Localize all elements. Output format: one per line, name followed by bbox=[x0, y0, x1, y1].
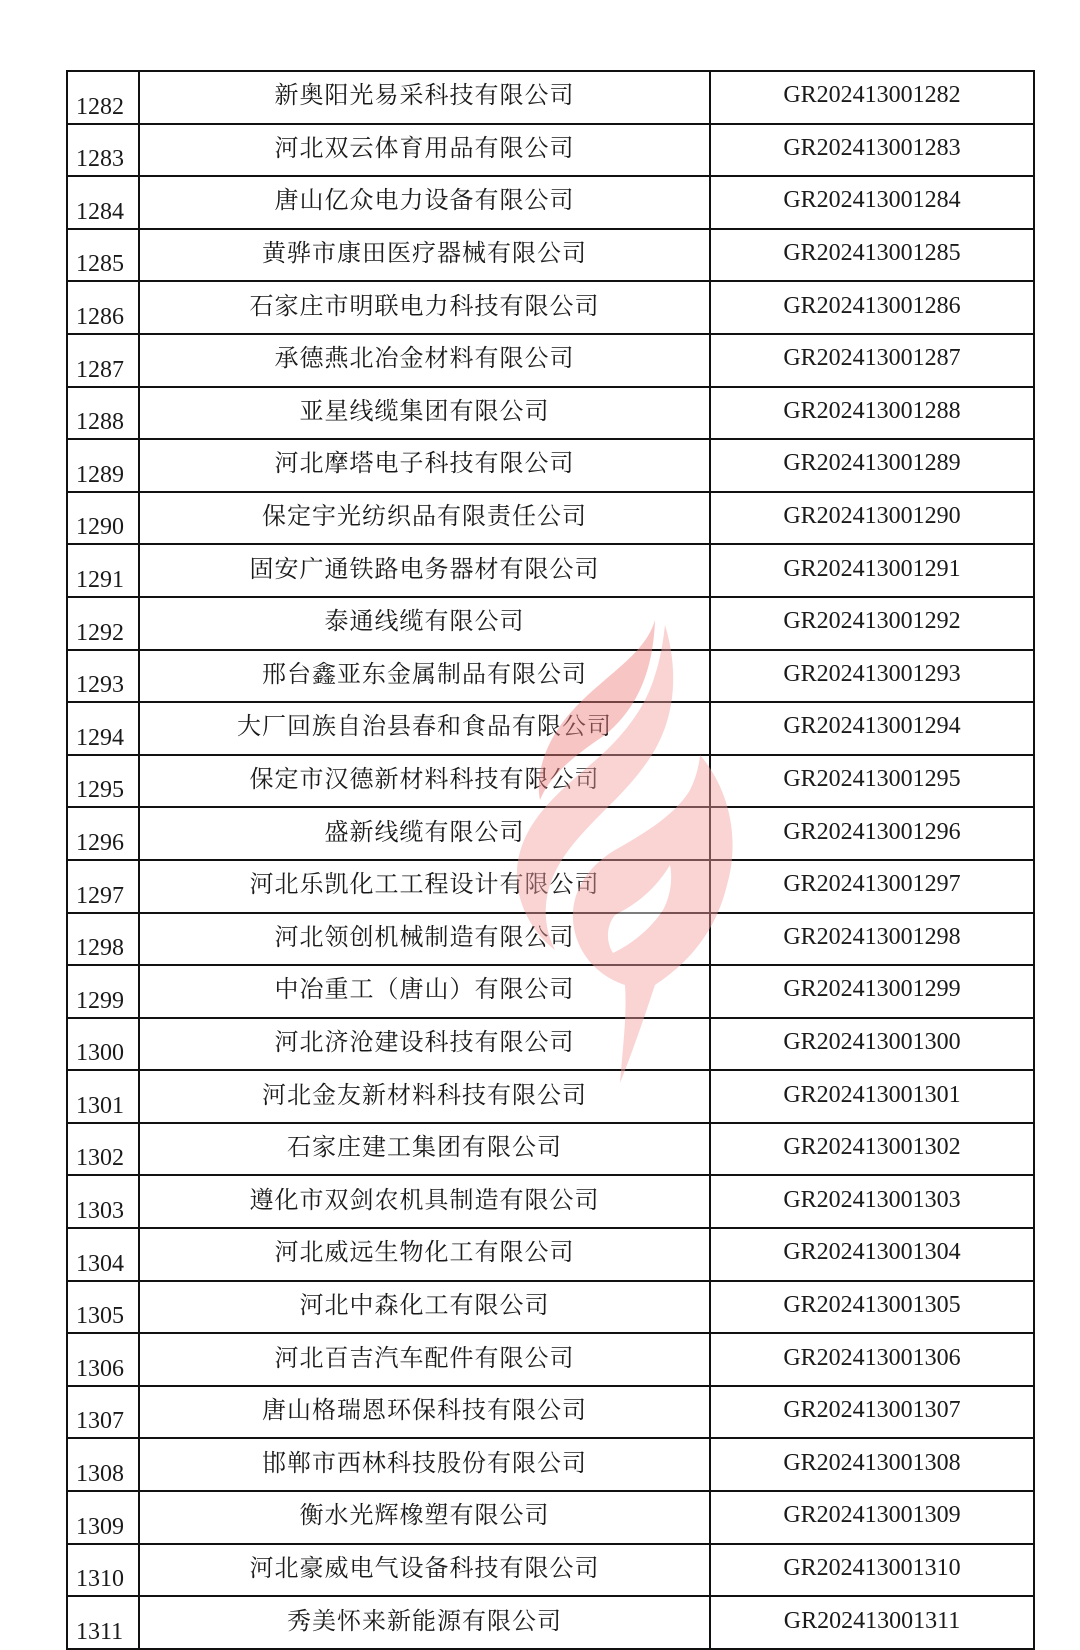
certificate-code: GR202413001310 bbox=[710, 1544, 1034, 1597]
company-name: 邢台鑫亚东金属制品有限公司 bbox=[139, 650, 710, 703]
certificate-code: GR202413001304 bbox=[710, 1228, 1034, 1281]
certificate-code: GR202413001305 bbox=[710, 1281, 1034, 1334]
table-row bbox=[67, 334, 1034, 387]
row-number: 1291 bbox=[67, 544, 139, 597]
table-row bbox=[67, 229, 1034, 282]
certificate-code: GR202413001297 bbox=[710, 860, 1034, 913]
table-row bbox=[67, 807, 1034, 860]
company-name: 亚星线缆集团有限公司 bbox=[139, 387, 710, 440]
table-row bbox=[67, 755, 1034, 808]
row-number: 1296 bbox=[67, 807, 139, 860]
company-name: 衡水光辉橡塑有限公司 bbox=[139, 1491, 710, 1544]
row-number: 1293 bbox=[67, 650, 139, 703]
table-row bbox=[67, 965, 1034, 1018]
table-row bbox=[67, 1175, 1034, 1228]
row-number: 1297 bbox=[67, 860, 139, 913]
company-name: 中冶重工（唐山）有限公司 bbox=[139, 965, 710, 1018]
company-name: 河北领创机械制造有限公司 bbox=[139, 913, 710, 966]
row-number: 1299 bbox=[67, 965, 139, 1018]
row-number: 1295 bbox=[67, 755, 139, 808]
row-number: 1284 bbox=[67, 176, 139, 229]
table-row bbox=[67, 702, 1034, 755]
row-number: 1309 bbox=[67, 1491, 139, 1544]
certificate-code: GR202413001285 bbox=[710, 229, 1034, 282]
company-name: 河北威远生物化工有限公司 bbox=[139, 1228, 710, 1281]
company-name: 石家庄建工集团有限公司 bbox=[139, 1123, 710, 1176]
row-number: 1283 bbox=[67, 124, 139, 177]
certificate-code: GR202413001288 bbox=[710, 387, 1034, 440]
table-row bbox=[67, 176, 1034, 229]
row-number: 1303 bbox=[67, 1175, 139, 1228]
row-number: 1287 bbox=[67, 334, 139, 387]
certificate-code: GR202413001294 bbox=[710, 702, 1034, 755]
company-name: 河北金友新材料科技有限公司 bbox=[139, 1070, 710, 1123]
certificate-code: GR202413001295 bbox=[710, 755, 1034, 808]
row-number: 1301 bbox=[67, 1070, 139, 1123]
table-body bbox=[67, 71, 1034, 1649]
certificate-code: GR202413001308 bbox=[710, 1438, 1034, 1491]
company-name: 河北豪威电气设备科技有限公司 bbox=[139, 1544, 710, 1597]
row-number: 1305 bbox=[67, 1281, 139, 1334]
company-name: 承德燕北冶金材料有限公司 bbox=[139, 334, 710, 387]
certificate-code: GR202413001282 bbox=[710, 71, 1034, 124]
table-row bbox=[67, 1070, 1034, 1123]
certificate-code: GR202413001292 bbox=[710, 597, 1034, 650]
certificate-code: GR202413001307 bbox=[710, 1386, 1034, 1439]
company-name: 河北双云体育用品有限公司 bbox=[139, 124, 710, 177]
row-number: 1292 bbox=[67, 597, 139, 650]
row-number: 1308 bbox=[67, 1438, 139, 1491]
table-row bbox=[67, 913, 1034, 966]
certificate-code: GR202413001286 bbox=[710, 281, 1034, 334]
certificate-code: GR202413001301 bbox=[710, 1070, 1034, 1123]
row-number: 1307 bbox=[67, 1386, 139, 1439]
certificate-code: GR202413001283 bbox=[710, 124, 1034, 177]
table-row bbox=[67, 544, 1034, 597]
certificate-code: GR202413001296 bbox=[710, 807, 1034, 860]
certificate-code: GR202413001306 bbox=[710, 1333, 1034, 1386]
certificate-code: GR202413001298 bbox=[710, 913, 1034, 966]
row-number: 1289 bbox=[67, 439, 139, 492]
row-number: 1302 bbox=[67, 1123, 139, 1176]
company-name: 河北中森化工有限公司 bbox=[139, 1281, 710, 1334]
certificate-code: GR202413001291 bbox=[710, 544, 1034, 597]
certificate-code: GR202413001300 bbox=[710, 1018, 1034, 1071]
table-row bbox=[67, 1228, 1034, 1281]
row-number: 1294 bbox=[67, 702, 139, 755]
table-row bbox=[67, 439, 1034, 492]
company-name: 秀美怀来新能源有限公司 bbox=[139, 1596, 710, 1649]
company-name: 泰通线缆有限公司 bbox=[139, 597, 710, 650]
table-row bbox=[67, 1123, 1034, 1176]
certificate-code: GR202413001303 bbox=[710, 1175, 1034, 1228]
company-name: 石家庄市明联电力科技有限公司 bbox=[139, 281, 710, 334]
row-number: 1288 bbox=[67, 387, 139, 440]
row-number: 1298 bbox=[67, 913, 139, 966]
company-name: 河北百吉汽车配件有限公司 bbox=[139, 1333, 710, 1386]
company-name: 保定宇光纺织品有限责任公司 bbox=[139, 492, 710, 545]
company-name: 河北济沧建设科技有限公司 bbox=[139, 1018, 710, 1071]
table-row bbox=[67, 1596, 1034, 1649]
company-name: 遵化市双剑农机具制造有限公司 bbox=[139, 1175, 710, 1228]
company-name: 唐山格瑞恩环保科技有限公司 bbox=[139, 1386, 710, 1439]
table-row bbox=[67, 1544, 1034, 1597]
company-name: 河北乐凯化工工程设计有限公司 bbox=[139, 860, 710, 913]
company-name: 河北摩塔电子科技有限公司 bbox=[139, 439, 710, 492]
table-row bbox=[67, 597, 1034, 650]
company-name: 盛新线缆有限公司 bbox=[139, 807, 710, 860]
company-name: 新奥阳光易采科技有限公司 bbox=[139, 71, 710, 124]
table-row bbox=[67, 1333, 1034, 1386]
table-row bbox=[67, 387, 1034, 440]
row-number: 1310 bbox=[67, 1544, 139, 1597]
row-number: 1311 bbox=[67, 1596, 139, 1649]
company-table bbox=[66, 70, 1035, 1650]
certificate-code: GR202413001311 bbox=[710, 1596, 1034, 1649]
certificate-code: GR202413001299 bbox=[710, 965, 1034, 1018]
certificate-code: GR202413001287 bbox=[710, 334, 1034, 387]
row-number: 1285 bbox=[67, 229, 139, 282]
company-name: 邯郸市西林科技股份有限公司 bbox=[139, 1438, 710, 1491]
table-row bbox=[67, 1018, 1034, 1071]
table-row bbox=[67, 650, 1034, 703]
table-row bbox=[67, 1491, 1034, 1544]
company-name: 固安广通铁路电务器材有限公司 bbox=[139, 544, 710, 597]
certificate-code: GR202413001309 bbox=[710, 1491, 1034, 1544]
table-row bbox=[67, 1281, 1034, 1334]
certificate-code: GR202413001284 bbox=[710, 176, 1034, 229]
table-row bbox=[67, 124, 1034, 177]
table-row bbox=[67, 860, 1034, 913]
certificate-code: GR202413001302 bbox=[710, 1123, 1034, 1176]
company-name: 唐山亿众电力设备有限公司 bbox=[139, 176, 710, 229]
row-number: 1290 bbox=[67, 492, 139, 545]
table-row bbox=[67, 281, 1034, 334]
company-name: 黄骅市康田医疗器械有限公司 bbox=[139, 229, 710, 282]
row-number: 1304 bbox=[67, 1228, 139, 1281]
row-number: 1286 bbox=[67, 281, 139, 334]
table-row bbox=[67, 492, 1034, 545]
certificate-code: GR202413001289 bbox=[710, 439, 1034, 492]
certificate-code: GR202413001293 bbox=[710, 650, 1034, 703]
certificate-code: GR202413001290 bbox=[710, 492, 1034, 545]
row-number: 1282 bbox=[67, 71, 139, 124]
row-number: 1306 bbox=[67, 1333, 139, 1386]
company-name: 保定市汉德新材料科技有限公司 bbox=[139, 755, 710, 808]
table-row bbox=[67, 71, 1034, 124]
table-row bbox=[67, 1438, 1034, 1491]
company-name: 大厂回族自治县春和食品有限公司 bbox=[139, 702, 710, 755]
row-number: 1300 bbox=[67, 1018, 139, 1071]
table-row bbox=[67, 1386, 1034, 1439]
